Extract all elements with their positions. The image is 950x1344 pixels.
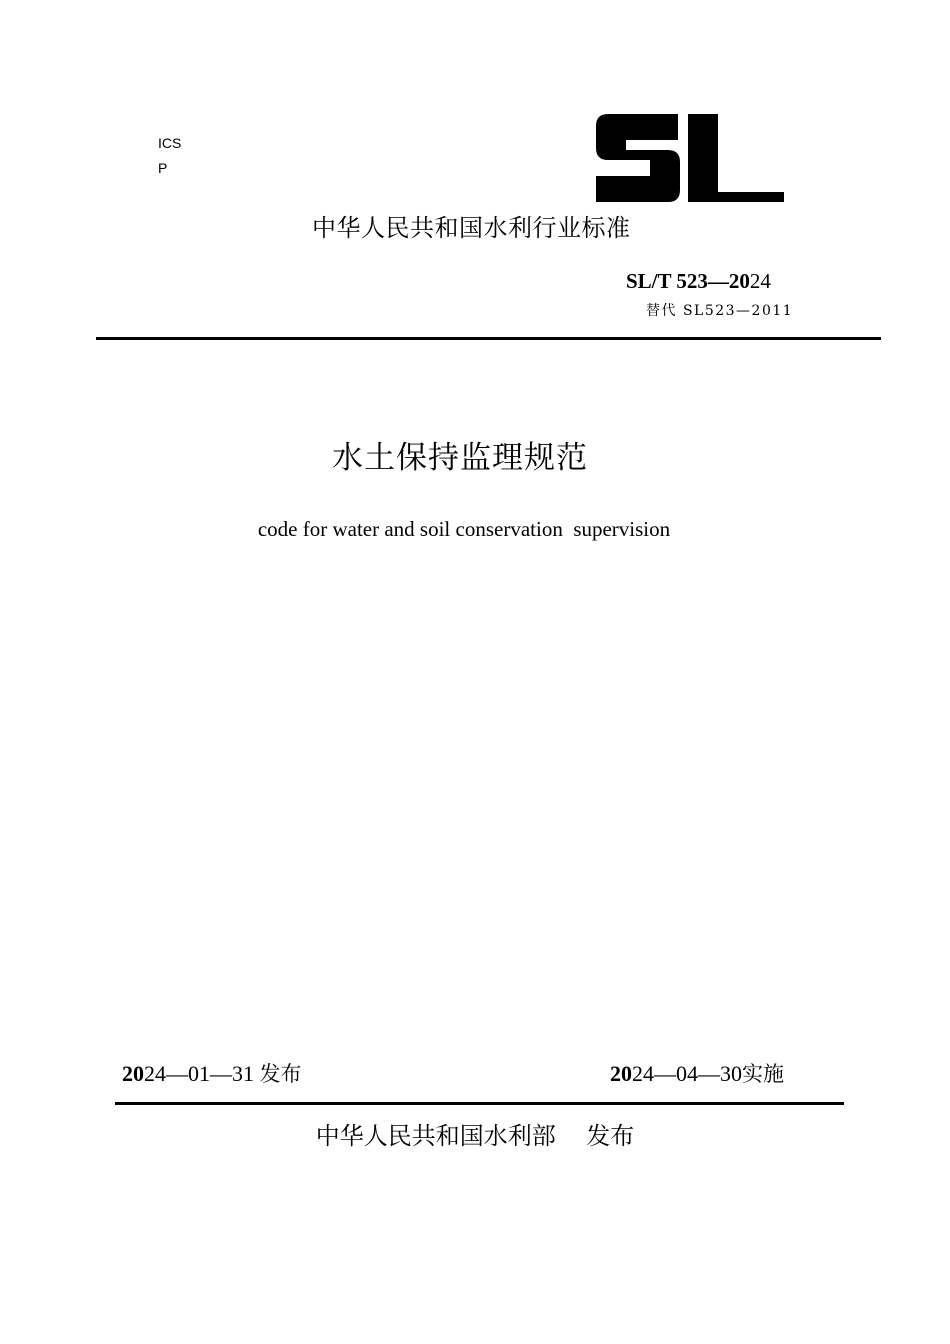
- issuer-action: 发布: [586, 1122, 635, 1150]
- implementation-date-year-bold: 20: [610, 1061, 632, 1086]
- title-chinese: 水土保持监理规范: [332, 440, 588, 476]
- issue-date-label: 发布: [259, 1062, 302, 1086]
- industry-standard-heading: 中华人民共和国水利行业标准: [312, 214, 631, 242]
- logo-letter-l: [688, 114, 784, 202]
- implementation-date-label: 实施: [742, 1062, 784, 1086]
- ics-code: ICS: [158, 135, 182, 151]
- replaces-standard: 替代 SL523—2011: [646, 303, 794, 319]
- bottom-divider: [115, 1102, 844, 1105]
- logo-letter-s: [596, 114, 680, 202]
- implementation-date: [610, 1060, 784, 1088]
- title-english: code for water and soil conservation supervision: [257, 517, 671, 541]
- standard-number: [626, 268, 771, 294]
- standard-number-bold: SL/T 523—20: [626, 269, 750, 293]
- implementation-date-rest: 24—04—30: [632, 1061, 742, 1086]
- issuer-name: 中华人民共和国水利部: [315, 1122, 556, 1150]
- classification-code: P: [158, 160, 168, 176]
- issue-date-rest: 24—01—31: [144, 1061, 254, 1086]
- issue-date: [122, 1060, 302, 1088]
- sl-standard-logo: [594, 112, 786, 204]
- standard-number-regular: 24: [749, 269, 771, 293]
- issuer-line: [0, 1120, 950, 1152]
- top-divider: [96, 337, 881, 340]
- issue-date-year-bold: 20: [122, 1061, 144, 1086]
